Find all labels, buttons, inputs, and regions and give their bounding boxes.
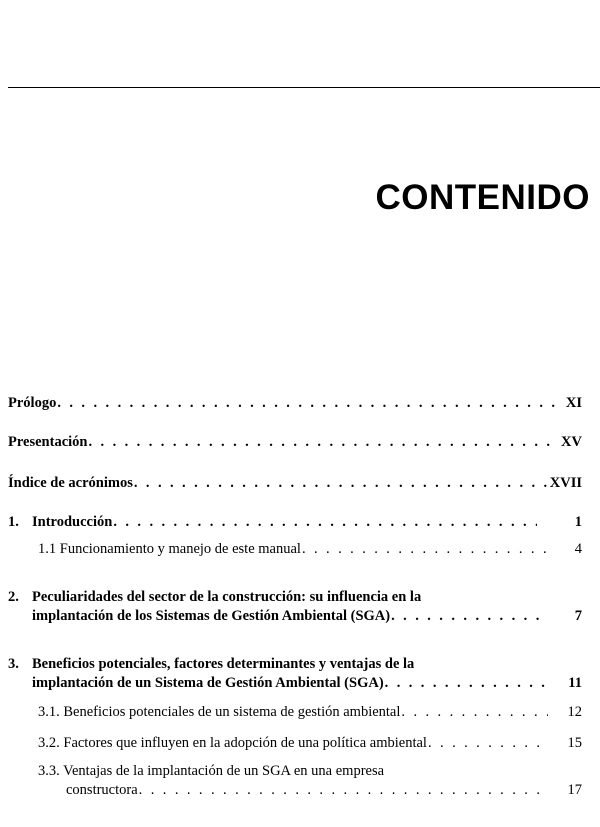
toc-page-number: 15 xyxy=(567,735,582,751)
toc-entry-chapter-3[interactable] xyxy=(8,655,582,693)
toc-entry-section-3-1[interactable] xyxy=(38,703,582,722)
toc-entry-presentacion[interactable] xyxy=(8,433,582,452)
dot-leader xyxy=(385,674,549,693)
dot-leader xyxy=(302,540,547,559)
chapter-number: 3. xyxy=(8,656,19,672)
toc-entry-text-line-1: 3.3. Ventajas de la implantación de un SGA en una empresa xyxy=(38,763,385,779)
toc-entry-prologo[interactable] xyxy=(8,394,582,413)
toc-entry-acronimos[interactable] xyxy=(8,474,582,493)
chapter-number: 2. xyxy=(8,589,19,605)
toc-entry-text: 3.1. Beneficios potenciales de un sistema de gestión ambiental xyxy=(38,704,401,720)
chapter-number: 1. xyxy=(8,514,19,530)
toc-entry-text-line-1: Peculiaridades del sector de la construcción: su influencia en la xyxy=(32,589,422,605)
toc-page-number: XV xyxy=(561,434,582,450)
toc-page-number: 12 xyxy=(567,704,582,720)
toc-entry-text: Índice de acrónimos xyxy=(8,475,133,491)
toc-entry-chapter-2[interactable] xyxy=(8,588,582,626)
toc-entry-section-3-3[interactable] xyxy=(38,762,582,800)
toc-entry-text-line-2: implantación de los Sistemas de Gestión Ambiental (SGA) xyxy=(32,608,391,624)
toc-page-number: XI xyxy=(565,395,582,411)
dot-leader xyxy=(88,433,555,452)
toc-entry-text-line-2: implantación de un Sistema de Gestión Ambiental (SGA) xyxy=(32,675,384,691)
dot-leader xyxy=(428,734,548,753)
toc-page-number: 7 xyxy=(574,608,582,624)
toc-entry-text-line-1: Beneficios potenciales, factores determinantes y ventajas de la xyxy=(32,656,415,672)
toc-page-number: 17 xyxy=(567,782,582,798)
dot-leader xyxy=(391,607,547,626)
toc-page-number: 11 xyxy=(568,675,582,691)
dot-leader xyxy=(57,394,560,413)
dot-leader xyxy=(401,703,547,722)
dot-leader xyxy=(134,474,550,493)
toc-entry-section-1-1[interactable] xyxy=(38,540,582,559)
toc-entry-text: Prólogo xyxy=(8,395,57,411)
toc-entry-section-3-2[interactable] xyxy=(38,734,582,753)
toc-entry-text: Presentación xyxy=(8,434,88,450)
toc-entry-text: Introducción xyxy=(32,514,113,530)
toc-entry-text: 1.1 Funcionamiento y manejo de este manual xyxy=(38,541,301,557)
dot-leader xyxy=(139,781,548,800)
toc-entry-chapter-1[interactable] xyxy=(8,513,582,532)
toc-entry-text-line-2: constructora xyxy=(66,782,138,798)
toc-page-number: 1 xyxy=(574,514,582,530)
toc-entry-text: 3.2. Factores que influyen en la adopción de una política ambiental xyxy=(38,735,427,751)
header-rule xyxy=(8,87,600,88)
page-title: CONTENIDO xyxy=(375,178,590,217)
dot-leader xyxy=(113,513,536,532)
toc-page-number: XVII xyxy=(549,475,582,491)
toc-page-number: 4 xyxy=(574,541,582,557)
